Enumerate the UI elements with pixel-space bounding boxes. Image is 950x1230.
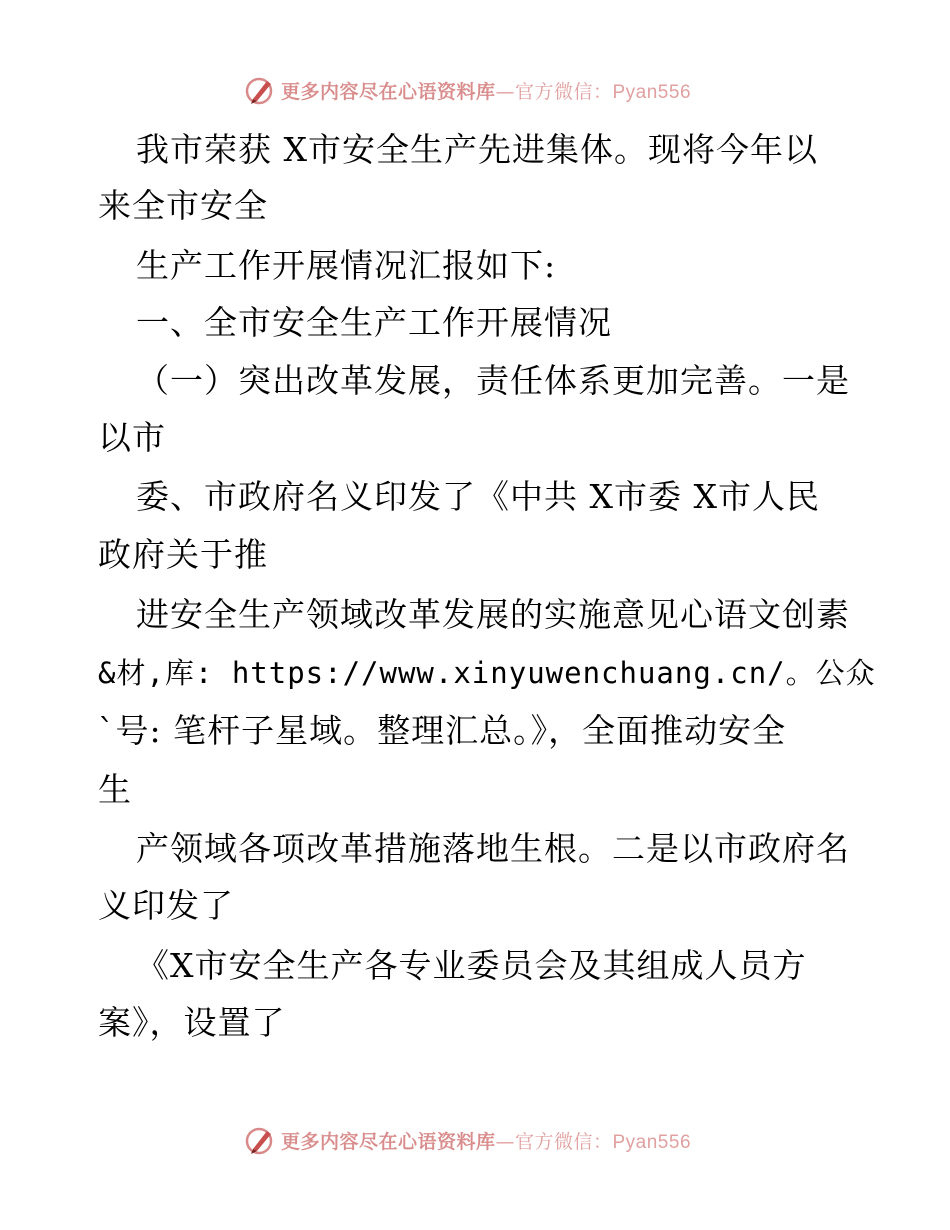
paragraph-line: 义印发了 [98,886,234,925]
paragraph-line: 委、市政府名义印发了《中共 X市委 X市人民 [136,477,820,516]
watermark-text: 更多内容尽在心语资料库—官方微信：Pyan556 [280,1130,692,1153]
paragraph-line: 生产工作开展情况汇报如下: [136,246,557,285]
header-watermark [0,70,950,110]
paragraph-line: 政府关于推 [98,535,268,574]
paragraph-line: &材,库: https://www.xinyuwenchuang.cn/。公众 [98,656,876,690]
paragraph-line: 来全市安全 [98,186,268,225]
paragraph-line: 以市 [98,418,166,457]
section-heading: 一、全市安全生产工作开展情况 [136,303,612,342]
paragraph-line: 产领域各项改革措施落地生根。二是以市政府名 [136,829,850,868]
paragraph-line: `号: 笔杆子星域。整理汇总。》，全面推动安全 [98,711,787,750]
paragraph-line: 生 [98,770,132,809]
paragraph-line: （一）突出改革发展，责任体系更加完善。一是 [136,361,850,400]
pen-logo-icon [243,73,277,107]
paragraph-line: 《X市安全生产各专业委员会及其组成人员方 [136,946,807,985]
paragraph-line: 进安全生产领域改革发展的实施意见心语文创素 [136,595,850,634]
pen-logo-icon [243,1123,277,1157]
watermark-text: 更多内容尽在心语资料库—官方微信：Pyan556 [280,80,692,103]
footer-watermark [0,1120,950,1160]
paragraph-line: 案》，设置了 [98,1003,286,1042]
paragraph-line: 我市荣获 X市安全生产先进集体。现将今年以 [136,130,818,169]
